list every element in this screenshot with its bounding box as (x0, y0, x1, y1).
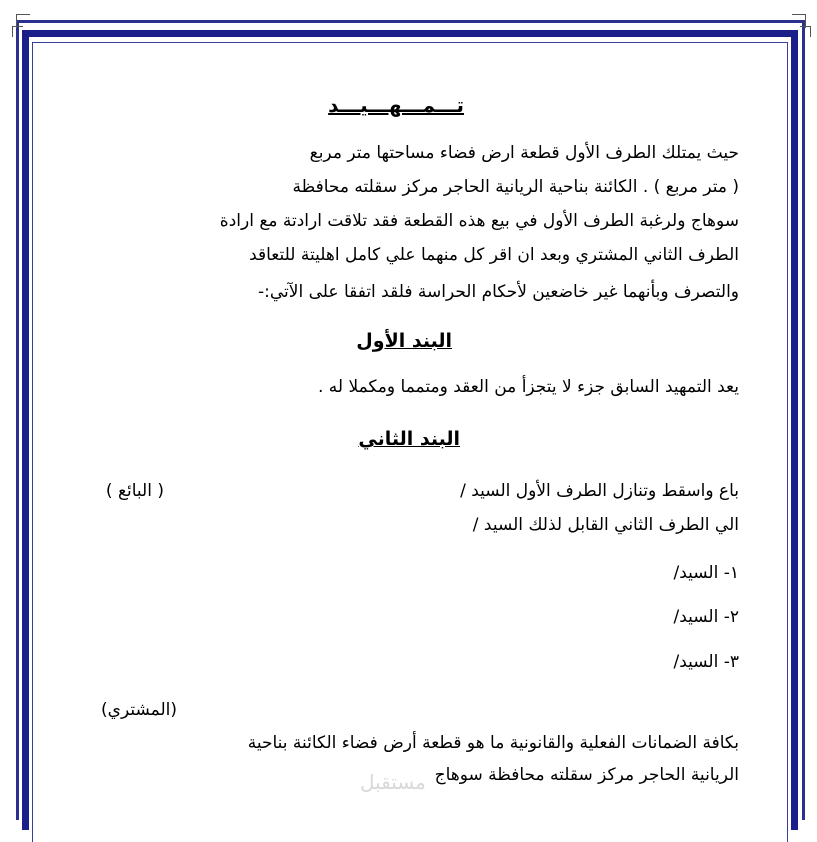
warranty-line-1: بكافة الضمانات الفعلية والقانونية ما هو قطعة أرض فضاء الكائنة بناحية (247, 733, 739, 753)
buyer-item-3: ٣- السيد/ (673, 652, 739, 672)
buyer-item-1: ١- السيد/ (673, 563, 739, 583)
clause-1-heading: البند الأول (356, 330, 452, 352)
buyer-item-2: ٢- السيد/ (673, 607, 739, 627)
preamble-line-1: حيث يمتلك الطرف الأول قطعة ارض فضاء مساحتها متر مربع (309, 143, 739, 163)
corner-mark-left (12, 26, 23, 37)
preamble-line-5: والتصرف وبأنهما غير خاضعين لأحكام الحراسة فلقد اتفقا على الآتي:- (258, 282, 739, 302)
seller-line: باع واسقط وتنازل الطرف الأول السيد / (460, 481, 739, 501)
watermark: مستقبل (360, 770, 426, 794)
preamble-line-3: سوهاج ولرغبة الطرف الأول في بيع هذه القطعة فقد تلاقت ارادتة مع ارادة (219, 211, 739, 231)
preamble-line-2: ( متر مربع ) . الكائنة بناحية الريانية الحاجر مركز سقلته محافظة (292, 177, 739, 197)
warranty-line-2: الريانية الحاجر مركز سقلته محافظة سوهاج (434, 765, 739, 785)
clause-2-heading: البند الثاني (358, 428, 460, 450)
buyer-intro-line: الي الطرف الثاني القابل لذلك السيد / (472, 515, 739, 535)
buyer-label: (المشتري) (101, 700, 177, 720)
document-title: تـــمـــهـــيـــد (328, 93, 464, 117)
clause-1-text: يعد التمهيد السابق جزء لا يتجزأ من العقد ومتمما ومكملا له . (317, 377, 739, 397)
seller-label: ( البائع ) (105, 481, 164, 501)
preamble-line-4: الطرف الثاني المشتري وبعد ان اقر كل منهما علي كامل اهليتة للتعاقد (249, 245, 739, 265)
corner-mark-right (800, 26, 811, 37)
